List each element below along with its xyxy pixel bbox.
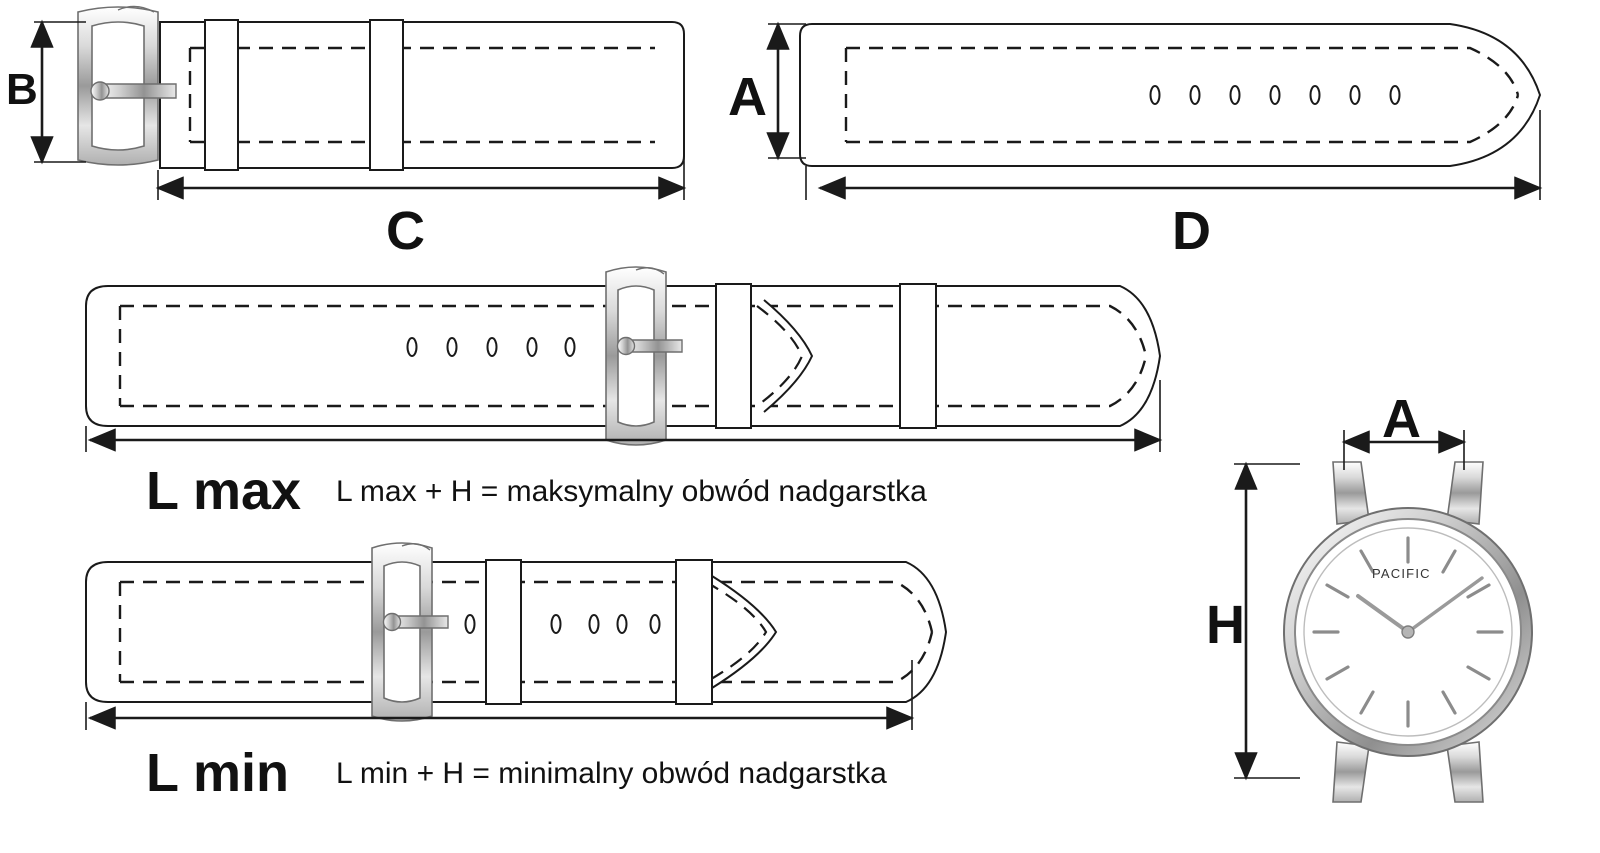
- strap-full-lmax: [86, 267, 1160, 445]
- watch-brand-label: PACIFIC: [1372, 566, 1431, 581]
- label-lmax: L max: [146, 461, 302, 521]
- label-lmin: L min: [146, 743, 290, 803]
- strap-tip-end-top-right: [800, 24, 1540, 166]
- label-d: D: [1172, 201, 1211, 261]
- formula-lmin: L min + H = minimalny obwód nadgarstka: [336, 757, 887, 790]
- label-c: C: [386, 201, 425, 261]
- watch-illustration: [1284, 462, 1532, 802]
- label-a-top: A: [728, 67, 767, 127]
- label-b: B: [6, 65, 38, 114]
- label-h-watch: H: [1206, 595, 1245, 655]
- formula-lmax: L max + H = maksymalny obwód nadgarstka: [336, 475, 927, 508]
- label-a-watch: A: [1382, 389, 1421, 449]
- strap-full-lmin: [86, 543, 946, 721]
- strap-buckle-end-top-left: [78, 6, 684, 170]
